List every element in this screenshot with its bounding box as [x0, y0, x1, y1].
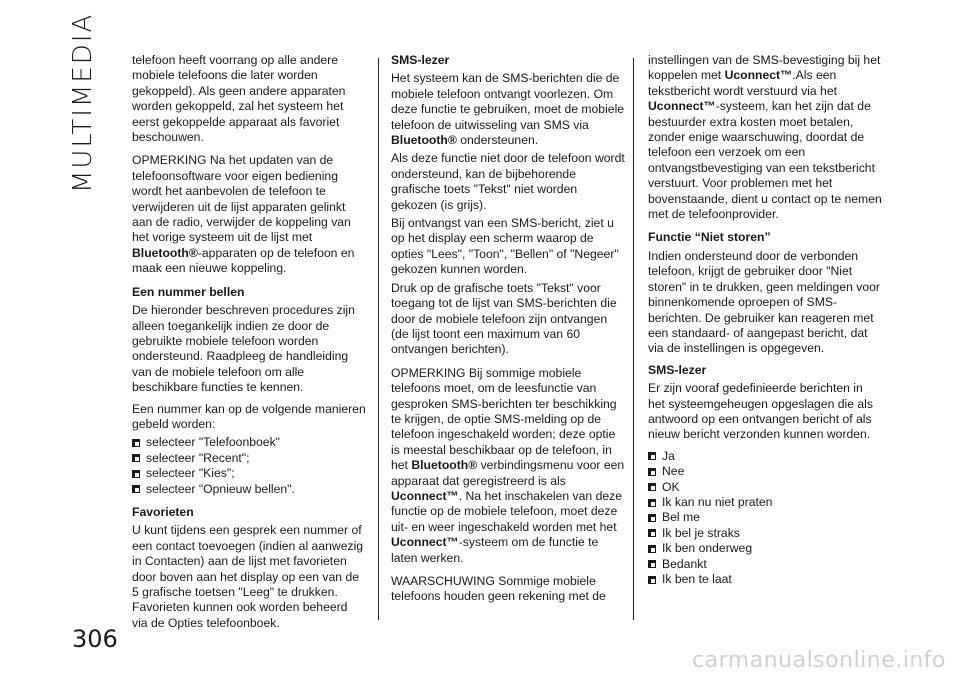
bullet-icon — [648, 560, 656, 568]
heading-sms-reader: SMS-lezer — [648, 362, 707, 377]
list-item: selecteer "Kies"; — [132, 466, 366, 481]
list-item: Ik kan nu niet praten — [648, 495, 882, 510]
paragraph: telefoon heeft voorrang op alle andere mobiele telefoons die later worden gekoppeld). Als geen andere apparaten worden gekoppeld, zal het systeem het eerst gekoppelde apparaat als favoriet beschouwen. — [132, 53, 346, 145]
bullet-icon — [132, 470, 140, 478]
paragraph: Een nummer kan op de volgende manieren gebeld worden: — [132, 401, 366, 431]
paragraph: Indien ondersteund door de verbonden telefoon, krijgt de gebruiker door "Niet storen" in te drukken, geen meldingen voor binnenkomende oproepen of SMS-berichten. De gebruiker kan reageren met een standaard- of aangepast bericht, dat via de instellingen is opgegeven. — [648, 248, 880, 356]
bullet-icon — [648, 514, 656, 522]
list-item: Nee — [648, 464, 882, 479]
bullet-icon — [648, 576, 656, 584]
paragraph: De hieronder beschreven procedures zijn alleen toegankelijk indien ze door de gebruikte mobiele telefoon worden ondersteund. Raadpleeg de handleiding van de mobiele telefoon om alle beschikbare functies te kennen. — [132, 303, 355, 395]
warning-paragraph: WAARSCHUWING Sommige mobiele telefoons houden geen rekening met de — [391, 574, 606, 604]
paragraph: Het systeem kan de SMS-berichten die de mobiele telefoon ontvangt voorlezen. Om deze functie te gebruiken, moet de mobiele telefoon de uitwisseling van SMS via Bluetooth® ondersteunen. — [391, 71, 625, 148]
list-item: OK — [648, 480, 882, 495]
section-title: MULTIMEDIA — [68, 12, 98, 193]
bullet-icon — [648, 499, 656, 507]
paragraph: Druk op de grafische toets "Tekst" voor toegang tot de lijst van SMS-berichten die door de mobiele telefoon zijn ontvangen (de lijst toont een maximum van 60 ontvangen berichten). — [391, 280, 617, 357]
paragraph: U kunt tijdens een gesprek een nummer of een contact toevoegen (indien al aanwezig in Contacten) aan de lijst met favorieten door boven aan het display op een van de 5 grafische toetsen "Leeg" te drukken. Favorieten kunnen ook worden beheerd via de Opties telefoonboek. — [132, 523, 364, 630]
column-2 — [391, 53, 625, 613]
predefined-messages-list — [648, 449, 882, 588]
paragraph: Bij ontvangst van een SMS-bericht, ziet u op het display een scherm waarop de opties "Lees", "Toon", "Bellen" of "Negeer" gekozen kunnen worden. — [391, 216, 619, 277]
page-number: 306 — [72, 625, 118, 653]
column-divider — [378, 58, 379, 620]
heading-do-not-disturb: Functie “Niet storen” — [648, 230, 771, 245]
watermark: carmanualsonline.info — [692, 648, 946, 673]
list-item: Ik ben te laat — [648, 572, 882, 587]
paragraph: instellingen van de SMS-bevestiging bij het koppelen met Uconnect™.Als een tekstbericht wordt verstuurd via het Uconnect™-systeem, kan het zijn dat de bestuurder extra kosten moet betalen, zonder enige waarschuwing, doordat de telefoon een verzoek om een ontvangstbevestiging van een tekstbericht verstuurt. Voor problemen met het bovenstaande, dient u contact op te nemen met de telefoonprovider. — [648, 53, 882, 222]
bullet-icon — [132, 454, 140, 462]
heading-sms-reader: SMS-lezer — [391, 53, 450, 67]
list-item: selecteer "Opnieuw bellen". — [132, 482, 366, 497]
bullet-icon — [648, 529, 656, 537]
heading-favorites: Favorieten — [132, 504, 194, 519]
list-item: selecteer "Recent"; — [132, 451, 366, 466]
column-divider — [633, 58, 634, 620]
paragraph: Er zijn vooraf gedefinieerde berichten in het systeemgeheugen opgeslagen die als antwoord op een ontvangen bericht of als nieuw bericht verzonden kunnen worden. — [648, 381, 873, 442]
bullet-icon — [132, 439, 140, 447]
heading-call-number: Een nummer bellen — [132, 284, 245, 299]
column-3 — [648, 53, 882, 595]
bullet-icon — [648, 468, 656, 476]
list-item: Bedankt — [648, 557, 882, 572]
note-paragraph: OPMERKING Bij sommige mobiele telefoons moet, om de leesfunctie van gesproken SMS-berichten ter beschikking te krijgen, de optie SMS-melding op de telefoon ingeschakeld worden; deze optie is meestal beschikbaar op de telefoon, in het Bluetooth® verbindingsmenu voor een apparaat dat geregistreerd is als Uconnect™. Na het inschakelen van deze functie op de mobiele telefoon, moet deze uit- en weer ingeschakeld worden met het Uconnect™-systeem om de functie te laten werken. — [391, 365, 625, 565]
bullet-icon — [648, 545, 656, 553]
call-options-list — [132, 435, 366, 497]
bullet-icon — [132, 485, 140, 493]
bullet-icon — [648, 452, 656, 460]
bullet-icon — [648, 483, 656, 491]
column-1 — [132, 53, 366, 637]
list-item: Bel me — [648, 510, 882, 525]
paragraph: Als deze functie niet door de telefoon wordt ondersteund, kan de bijbehorende grafische toets "Tekst" niet worden gekozen (is grijs). — [391, 151, 625, 212]
list-item: Ik ben onderweg — [648, 541, 882, 556]
list-item: selecteer "Telefoonboek" — [132, 435, 366, 450]
list-item: Ik bel je straks — [648, 526, 882, 541]
list-item: Ja — [648, 449, 882, 464]
note-paragraph: OPMERKING Na het updaten van de telefoonsoftware voor eigen bediening wordt het aanbevolen de telefoon te verwijderen uit de lijst apparaten gelinkt aan de radio, verwijder de koppeling van het vorige systeem uit de lijst met Bluetooth®-apparaten op de telefoon en maak een nieuwe koppeling. — [132, 153, 355, 276]
